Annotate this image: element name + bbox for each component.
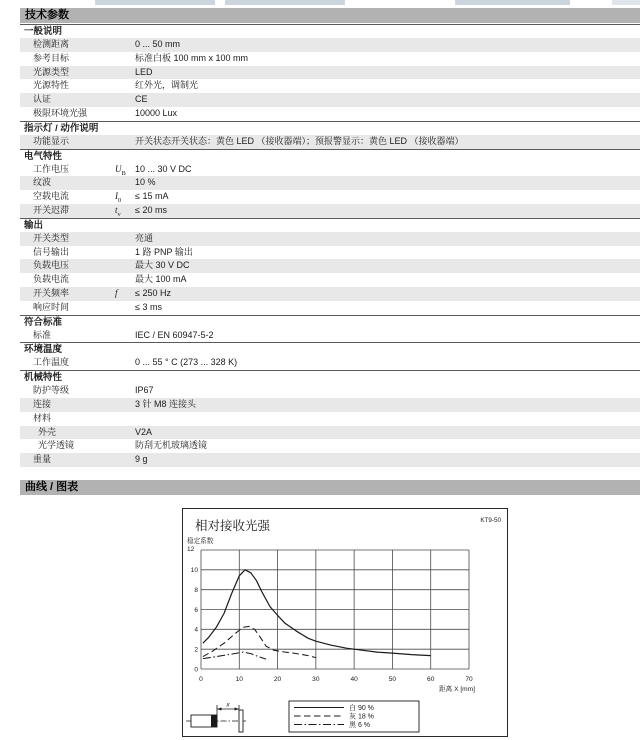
y-tick-label: 2 (194, 646, 198, 654)
row-symbol: $U_B$ (115, 163, 126, 177)
spec-row (20, 190, 640, 204)
row-symbol (115, 398, 135, 412)
y-tick-label: 8 (194, 586, 198, 594)
spec-row (20, 93, 640, 107)
technical-parameters-header-bar (20, 8, 640, 23)
curve-dashed (203, 626, 316, 657)
x-tick-label: 70 (465, 676, 473, 683)
page-top-artifact (455, 0, 570, 5)
page-top-artifact (612, 0, 640, 5)
chart-svg (183, 509, 507, 736)
row-label: 极限环境光强 (33, 107, 88, 118)
x-tick-label: 10 (235, 676, 243, 683)
spec-row (20, 232, 640, 246)
row-value: 10 ... 30 V DC (135, 163, 192, 174)
x-tick-label: 30 (312, 676, 320, 683)
row-symbol (115, 232, 135, 246)
spec-row (20, 79, 640, 93)
technical-parameters-title: 技术参数 (25, 9, 69, 21)
spec-row (20, 135, 640, 149)
dimension-x-label: x (226, 701, 230, 709)
relative-light-intensity-chart (182, 508, 508, 737)
spec-row (20, 163, 640, 177)
row-label: 功能显示 (33, 135, 70, 146)
spec-row (20, 204, 640, 218)
section-header: 一般说明 (20, 24, 640, 38)
row-label: 外壳 (38, 426, 57, 437)
y-axis-label: 稳定系数 (187, 538, 214, 545)
spec-row (20, 66, 640, 80)
spec-table (20, 24, 640, 467)
section-header: 环境温度 (20, 342, 640, 356)
row-label: 负载电流 (33, 274, 70, 285)
spec-row (20, 412, 640, 426)
row-value: 9 g (135, 454, 148, 465)
row-label: 连接 (33, 398, 52, 409)
row-label: 光学透镜 (38, 440, 75, 451)
row-value: 3 针 M8 连接头 (135, 398, 197, 409)
spec-row (20, 453, 640, 467)
row-label: 工作电压 (33, 163, 70, 174)
row-value: V2A (135, 426, 153, 437)
row-label: 工作温度 (33, 357, 70, 368)
spec-row (20, 287, 640, 301)
row-value: 防刮无机玻璃透镜 (135, 440, 208, 451)
row-label: 参考目标 (33, 52, 70, 63)
row-value: 10000 Lux (135, 107, 178, 118)
row-value: 开关状态开关状态：黄色 LED （接收器端）；预报警显示：黄色 LED （接收器端） (135, 135, 464, 146)
spec-row (20, 176, 640, 190)
page-top-artifact (225, 0, 345, 5)
row-symbol: f (115, 287, 118, 298)
spec-row (20, 356, 640, 370)
sensor-front-block (211, 715, 217, 727)
spec-row (20, 398, 640, 412)
legend-entry-label: 白 90 % (349, 704, 374, 712)
row-value: ≤ 3 ms (135, 301, 162, 312)
x-tick-label: 20 (273, 676, 282, 683)
row-symbol: $t_v$ (115, 204, 121, 218)
row-value: LED (135, 66, 153, 77)
spec-row (20, 259, 640, 273)
row-symbol (115, 107, 135, 121)
row-symbol (115, 259, 135, 273)
row-symbol: $I_0$ (115, 191, 122, 204)
row-label: 响应时间 (33, 301, 70, 312)
row-symbol (115, 329, 135, 343)
row-label: 开关频率 (33, 287, 70, 298)
row-symbol (115, 93, 135, 107)
curve-dashdot (203, 652, 266, 659)
row-value: ≤ 20 ms (135, 204, 167, 215)
row-value: 1 路 PNP 输出 (135, 246, 193, 257)
dimension-arrowhead (217, 708, 222, 711)
row-label: 空载电流 (33, 191, 70, 202)
row-label: 信号输出 (33, 246, 70, 257)
row-symbol (115, 66, 135, 80)
spec-row (20, 384, 640, 398)
spec-row (20, 439, 640, 453)
x-tick-label: 50 (388, 676, 397, 683)
row-value: IP67 (135, 385, 154, 396)
spec-row (20, 52, 640, 66)
y-tick-label: 0 (194, 666, 198, 674)
row-value: 红外光，调制光 (135, 80, 199, 91)
legend-entry-label: 灰 18 % (349, 713, 374, 721)
spec-row (20, 426, 640, 440)
curves-header-bar (20, 480, 640, 495)
row-symbol (115, 426, 135, 440)
spec-row (20, 301, 640, 315)
chart-code-label: KT9-50 (480, 517, 501, 524)
row-label: 光源类型 (33, 66, 70, 77)
row-symbol (115, 412, 135, 426)
row-label: 开关迟滞 (33, 204, 70, 215)
curve-solid (203, 570, 431, 656)
y-tick-label: 4 (194, 626, 198, 634)
row-symbol (115, 439, 135, 453)
row-symbol (115, 79, 135, 93)
row-label: 光源特性 (33, 80, 70, 91)
row-value: IEC / EN 60947-5-2 (135, 329, 214, 340)
target-plate (239, 710, 243, 732)
x-tick-label: 60 (427, 676, 435, 683)
x-axis-label: 距离 X [mm] (439, 686, 475, 693)
row-symbol (115, 453, 135, 467)
x-tick-label: 0 (199, 676, 203, 683)
spec-row (20, 246, 640, 260)
row-label: 标准 (33, 329, 52, 340)
row-value: 0 ... 50 mm (135, 39, 181, 49)
row-value: 最大 30 V DC (135, 260, 190, 271)
row-symbol (115, 135, 135, 149)
curves-title: 曲线 / 图表 (25, 481, 79, 493)
row-label: 开关类型 (33, 232, 70, 243)
row-value: 0 ... 55 ° C (273 ... 328 K) (135, 357, 238, 368)
spec-row (20, 107, 640, 121)
section-header: 指示灯 / 动作说明 (20, 121, 640, 135)
row-symbol (115, 273, 135, 287)
y-tick-label: 10 (190, 567, 198, 575)
row-value: CE (135, 94, 148, 105)
row-value: 10 % (135, 177, 156, 188)
spec-row (20, 329, 640, 343)
row-label: 材料 (33, 412, 52, 423)
section-header: 输出 (20, 218, 640, 232)
row-label: 重量 (33, 454, 52, 465)
row-symbol (115, 246, 135, 260)
section-header: 机械特性 (20, 370, 640, 384)
row-symbol (115, 52, 135, 66)
chart-title: 相对接收光强 (195, 518, 271, 533)
row-symbol (115, 301, 135, 315)
row-value: ≤ 15 mA (135, 191, 169, 202)
row-label: 纹波 (33, 177, 52, 188)
row-label: 认证 (33, 94, 52, 105)
row-value: ≤ 250 Hz (135, 287, 171, 298)
row-value: 最大 100 mA (135, 274, 187, 285)
row-value (135, 412, 640, 426)
row-label: 防护等级 (33, 385, 70, 396)
page-top-artifact (95, 0, 215, 5)
section-header: 符合标准 (20, 315, 640, 329)
dimension-arrowhead (235, 708, 240, 711)
legend-entry-label: 黑 6 % (349, 721, 371, 729)
row-symbol (115, 38, 135, 52)
row-value: 标准白板 100 mm x 100 mm (135, 52, 249, 63)
row-label: 检测距离 (33, 39, 70, 49)
row-value: 亮通 (135, 232, 154, 243)
spec-row (20, 38, 640, 52)
row-symbol (115, 384, 135, 398)
row-symbol (115, 356, 135, 370)
y-tick-label: 6 (194, 606, 198, 614)
spec-row (20, 273, 640, 287)
x-tick-label: 40 (350, 676, 358, 683)
y-tick-label: 12 (187, 546, 195, 553)
row-symbol (115, 176, 135, 190)
row-label: 负载电压 (33, 260, 70, 271)
section-header: 电气特性 (20, 149, 640, 163)
